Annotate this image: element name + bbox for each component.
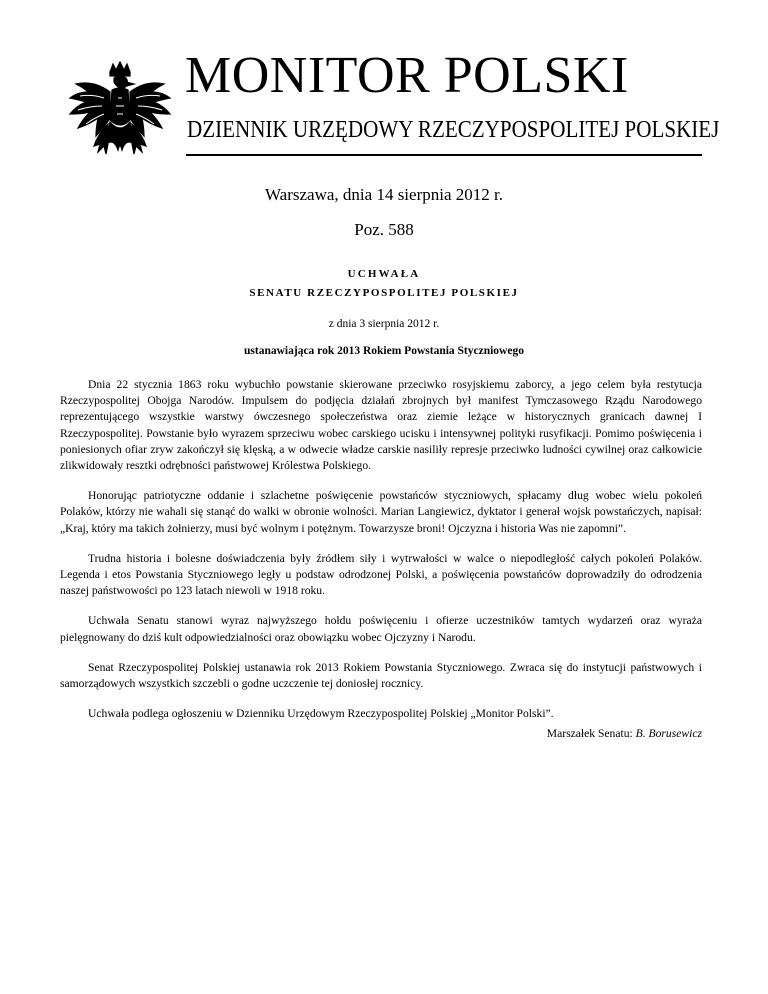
header-divider xyxy=(186,154,702,156)
publication-title: MONITOR POLSKI xyxy=(185,47,629,104)
body-paragraph: Dnia 22 stycznia 1863 roku wybuchło powstanie skierowane przeciwko rosyjskiemu zaborcy, a jego celem była restytucja Rzeczypospolitej Obojga Narodów. Impulsem do podjęcia działań zbrojnych był manifest Tymczasowego Rządu Narodowego reprezentującego wszystkie warstwy ówczesnego społeczeństwa oraz ziemie leżące w historycznych granicach dawnej I Rzeczypospolitej. Powstanie było wyrazem sprzeciwu wobec carskiego ucisku i intensywnej polityki rusyfikacji. Pomimo poświęcenia i poniesionych ofiar zryw zakończył się klęską, a w odwecie władze carskie nasiliły represje przeciwko ludności cywilnej oraz całkowicie zlikwidowały resztki odrębności państwowej Królestwa Polskiego. xyxy=(60,378,702,473)
publication-subtitle: DZIENNIK URZĘDOWY RZECZYPOSPOLITEJ POLSKIEJ xyxy=(187,116,720,143)
position-number: Poz. 588 xyxy=(354,220,414,239)
body-paragraph: Senat Rzeczypospolitej Polskiej ustanawia rok 2013 Rokiem Powstania Styczniowego. Zwraca się do instytucji państwowych i samorządowych wszystkich szczebli o godne uczczenie tej doniosłej rocznicy. xyxy=(60,660,702,691)
document-type: UCHWAŁA xyxy=(347,268,421,280)
document-issuer: SENATU RZECZYPOSPOLITEJ POLSKIEJ xyxy=(249,287,519,299)
signature xyxy=(547,727,702,740)
publication-date: Warszawa, dnia 14 sierpnia 2012 r. xyxy=(265,185,503,204)
body-paragraph: Uchwała Senatu stanowi wyraz najwyższego hołdu poświęceniu i ofierze uczestników tamtych wydarzeń oraz wyraża pielęgnowany do dziś kult odpowiedzialności oraz obowiązku wobec Ojczyzny i Narodu. xyxy=(60,614,702,644)
signature-name: B. Borusewicz xyxy=(635,727,702,740)
document-subject: ustanawiająca rok 2013 Rokiem Powstania Styczniowego xyxy=(244,345,524,357)
polish-eagle-emblem-icon xyxy=(64,58,176,178)
document-body xyxy=(60,377,702,736)
body-paragraph: Honorując patriotyczne oddanie i szlachetne poświęcenie powstańców styczniowych, spłacamy dług wobec wielu pokoleń Polaków, którzy nie wahali się stanąć do walki w obronie wolności. Marian Langiewicz, dyktator i generał wojsk powstańczych, napisał: „Kraj, który ma takich żołnierzy, musi być wolnym i potężnym. Towarzysze broni! Ojczyzna i historia Was nie zapomni”. xyxy=(60,489,702,535)
document-date: z dnia 3 sierpnia 2012 r. xyxy=(328,318,440,330)
body-paragraph: Uchwała podlega ogłoszeniu w Dzienniku Urzędowym Rzeczypospolitej Polskiej „Monitor Polski”. xyxy=(88,707,554,721)
signature-role: Marszałek Senatu: xyxy=(546,727,633,740)
body-paragraph: Trudna historia i bolesne doświadczenia były źródłem siły i wytrwałości w walce o niepodległość całych pokoleń Polaków. Legenda i etos Powstania Styczniowego legły u podstaw odrodzonej Polski, a poświęcenia powstańców doprowadziły do odrodzenia naszej państwowości po 123 latach niewoli w 1918 roku. xyxy=(60,551,702,598)
